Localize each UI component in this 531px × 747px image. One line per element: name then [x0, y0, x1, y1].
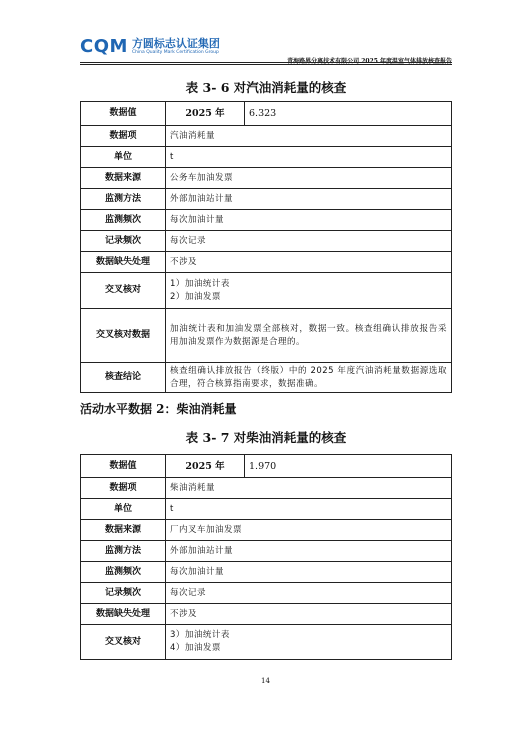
- table-title-gasoline: 表 3- 6 对汽油消耗量的核查: [185, 80, 347, 95]
- row-key: 监测频次: [81, 210, 166, 231]
- table-row: [81, 604, 452, 625]
- row-key: 核查结论: [81, 363, 166, 393]
- row-value: 厂内叉车加油发票: [166, 520, 452, 541]
- year-cell: 2025 年: [166, 102, 245, 126]
- row-key: 数据值: [81, 102, 166, 126]
- table-row: [81, 210, 452, 231]
- row-key: 数据缺失处理: [81, 604, 166, 625]
- row-key: 数据项: [81, 478, 166, 499]
- cqm-logo: [80, 38, 220, 56]
- cross-check-item: 2）加油发票: [170, 291, 221, 302]
- row-key: 记录频次: [81, 583, 166, 604]
- table-row: [81, 520, 452, 541]
- table-row: [81, 168, 452, 189]
- row-value: 每次加油计量: [166, 210, 452, 231]
- table-row: [81, 583, 452, 604]
- data-value: 1.970: [245, 455, 452, 478]
- row-key: 数据来源: [81, 168, 166, 189]
- row-value: [166, 273, 452, 309]
- page-header: [80, 38, 452, 64]
- row-value: t: [166, 147, 452, 168]
- table-row: [81, 147, 452, 168]
- logo-english-name: China Quality Mark Certification Group: [131, 50, 219, 55]
- page-number: 14: [261, 677, 270, 685]
- row-value: 每次记录: [166, 583, 452, 604]
- row-value: 外部加油站计量: [166, 189, 452, 210]
- row-key: 数据来源: [81, 520, 166, 541]
- row-value: 不涉及: [166, 252, 452, 273]
- table-row: [81, 625, 452, 660]
- table-row: [81, 102, 452, 126]
- cross-check-item: 1）加油统计表: [170, 278, 230, 289]
- header-divider: [80, 62, 452, 63]
- table-row: [81, 189, 452, 210]
- table-row: [81, 478, 452, 499]
- table-row: [81, 363, 452, 393]
- table-row: [81, 541, 452, 562]
- logo-mark: CQM: [80, 36, 128, 57]
- table-row: [81, 126, 452, 147]
- row-key: 单位: [81, 147, 166, 168]
- header-divider-thin: [80, 64, 452, 65]
- table-row: [81, 499, 452, 520]
- data-value: 6.323: [245, 102, 452, 126]
- row-key: 记录频次: [81, 231, 166, 252]
- row-value: t: [166, 499, 452, 520]
- cross-check-item: 4）加油发票: [170, 643, 221, 653]
- logo-chinese-name: 方圆标志认证集团: [131, 37, 220, 50]
- row-value: 柴油消耗量: [166, 478, 452, 499]
- row-key: 交叉核对: [81, 625, 166, 660]
- row-value: 核查组确认排放报告（终版）中的 2025 年度汽油消耗量数据源选取合理，符合核算指南要求，数据准确。: [166, 363, 452, 393]
- row-key: 单位: [81, 499, 166, 520]
- row-key: 数据项: [81, 126, 166, 147]
- report-title: 青海路界分离技术有限公司 2025 年度温室气体排放核查报告: [287, 58, 452, 65]
- table-row: [81, 273, 452, 309]
- row-value: 每次加油计量: [166, 562, 452, 583]
- table-row: [81, 252, 452, 273]
- gasoline-check-table: [80, 101, 452, 393]
- row-value: [166, 625, 452, 660]
- table-row: [81, 455, 452, 478]
- row-key: 监测方法: [81, 541, 166, 562]
- year-cell: 2025 年: [166, 455, 245, 478]
- cross-check-item: 3）加油统计表: [170, 630, 230, 640]
- table-row: [81, 231, 452, 252]
- row-key: 交叉核对: [81, 273, 166, 309]
- row-value: 公务车加油发票: [166, 168, 452, 189]
- row-value: 加油统计表和加油发票全部核对，数据一致。核查组确认排放报告采用加油发票作为数据源是合理的。: [166, 309, 452, 363]
- row-key: 监测频次: [81, 562, 166, 583]
- row-value: 不涉及: [166, 604, 452, 625]
- row-key: 数据值: [81, 455, 166, 478]
- row-value: 外部加油站计量: [166, 541, 452, 562]
- row-key: 数据缺失处理: [81, 252, 166, 273]
- table-row: [81, 309, 452, 363]
- row-key: 交叉核对数据: [81, 309, 166, 363]
- table-title-diesel: 表 3- 7 对柴油消耗量的核查: [185, 430, 347, 445]
- row-value: 汽油消耗量: [166, 126, 452, 147]
- row-value: 每次记录: [166, 231, 452, 252]
- row-key: 监测方法: [81, 189, 166, 210]
- diesel-check-table: [80, 454, 452, 660]
- table-row: [81, 562, 452, 583]
- section-heading: 活动水平数据 2：柴油消耗量: [80, 402, 237, 416]
